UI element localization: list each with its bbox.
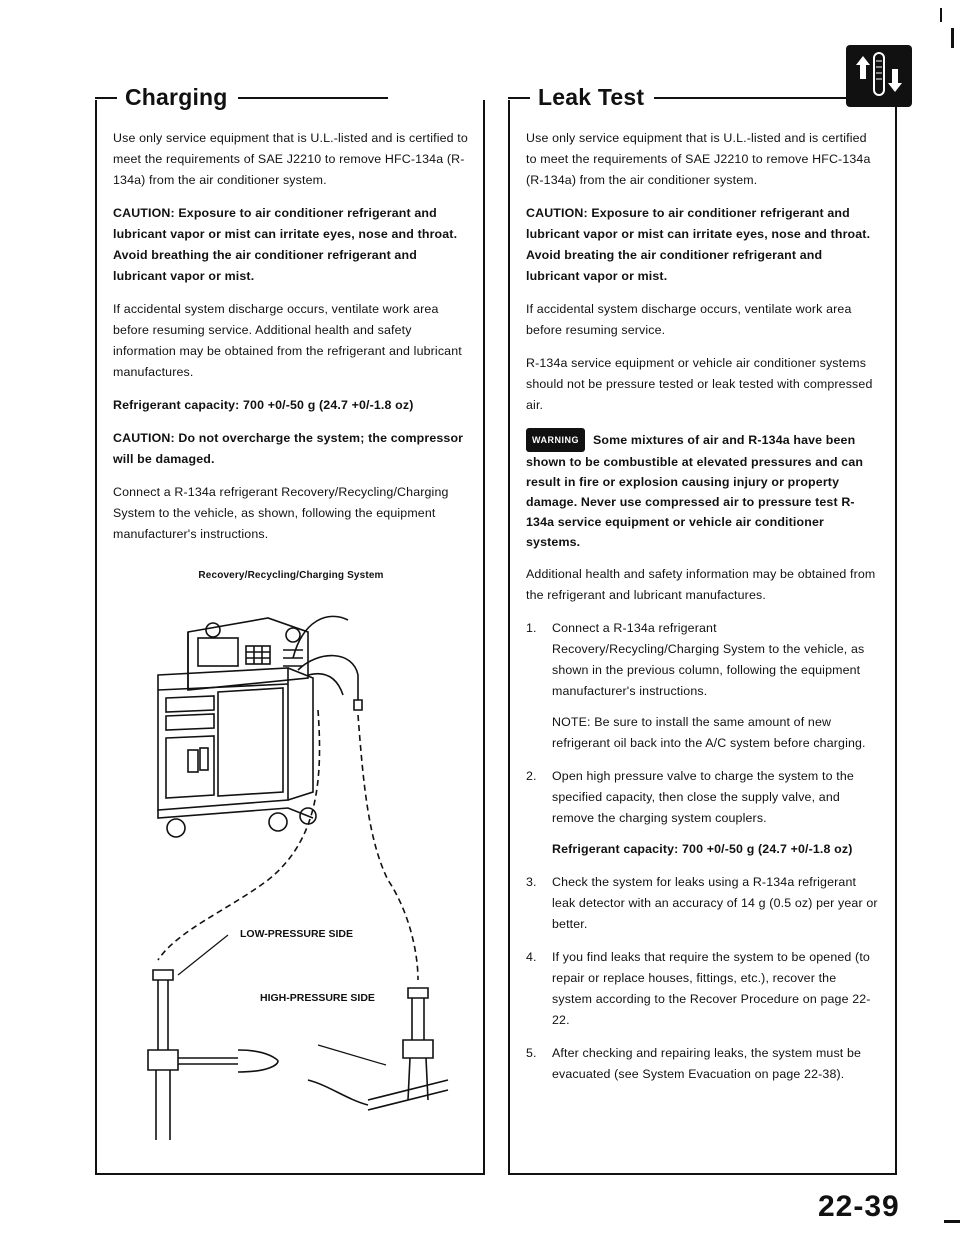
page-number: 22-39: [818, 1190, 900, 1223]
recovery-charging-figure: [118, 580, 468, 1160]
margin-tick: [951, 28, 954, 48]
leak-compressed-air-note: R-134a service equipment or vehicle air conditioner systems should not be pressure tested or leak tested with compressed air.: [526, 356, 873, 412]
margin-tick: [940, 8, 942, 22]
leak-intro: Use only service equipment that is U.L.-listed and is certified to meet the requirements of SAE J2210 to remove HFC-134a (R-134a) from the air conditioner system.: [526, 131, 871, 187]
step-capacity: Refrigerant capacity: 700 +0/-50 g (24.7 +0/-1.8 oz): [552, 842, 853, 856]
charging-capacity: Refrigerant capacity: 700 +0/-50 g (24.7 +0/-1.8 oz): [113, 398, 414, 412]
step-item: 1. Connect a R-134a refrigerant Recovery/Recycling/Charging System to the vehicle, as shown in the previous column, following the equipment manufacturer's instructions. NOTE: Be sure to install the same amount of new refrigerant oil back into the A/C system before charging.: [526, 618, 878, 754]
charging-content: [113, 128, 469, 586]
figure-caption: Recovery/Recycling/Charging System: [198, 570, 384, 581]
charging-caution-exposure: CAUTION: Exposure to air conditioner refrigerant and lubricant vapor or mist can irritate eyes, nose and throat. Avoid breathing the air conditioner refrigerant and lubricant vapor or mist.: [113, 206, 458, 283]
high-pressure-label: HIGH-PRESSURE SIDE: [260, 992, 375, 1004]
leak-warning: [526, 428, 878, 552]
warning-text: Some mixtures of air and R-134a have been shown to be combustible at elevated pressures and can result in fire or explosion causing injury or property damage. Never use compressed air to pressure test R-134a service equipment or vehicle air conditioner systems.: [526, 433, 864, 549]
step-item: 4. If you find leaks that require the system to be opened (to repair or replace houses, fittings, etc.), recover the system according to the Recover Procedure on page 22-22.: [526, 950, 871, 1027]
leak-test-steps: [526, 618, 878, 1085]
warning-badge: WARNING: [526, 428, 585, 452]
step-item: 2. Open high pressure valve to charge the system to the specified capacity, then close the supply valve, and remove the charging system couplers. Refrigerant capacity: 700 +0/-50 g (24.7 +0/-1.8 oz): [526, 766, 878, 860]
leak-health-info: Additional health and safety information may be obtained from the refrigerant and lubricant manufactures.: [526, 567, 876, 602]
charging-caution-overcharge: CAUTION: Do not overcharge the system; the compressor will be damaged.: [113, 431, 464, 466]
charging-heading: Charging: [95, 84, 485, 111]
charging-station-illustration: [118, 580, 468, 1160]
step-item: 5. After checking and repairing leaks, the system must be evacuated (see System Evacuation on page 22-38).: [526, 1046, 862, 1081]
step-item: 3. Check the system for leaks using a R-134a refrigerant leak detector with an accuracy of 14 g (0.5 oz) per year or better.: [526, 875, 878, 931]
charging-intro: Use only service equipment that is U.L.-listed and is certified to meet the requirements of SAE J2210 to remove HFC-134a (R-134a) from the air conditioner system.: [113, 131, 468, 187]
leak-discharge-note: If accidental system discharge occurs, ventilate work area before resuming service.: [526, 302, 852, 337]
margin-tick: [944, 1220, 960, 1223]
leak-caution: CAUTION: Exposure to air conditioner refrigerant and lubricant vapor or mist can irritate eyes, nose and throat. Avoid breating the air conditioner refrigerant and lubricant vapor or mist.: [526, 206, 871, 283]
leak-test-heading: Leak Test: [508, 84, 897, 111]
low-pressure-label: LOW-PRESSURE SIDE: [240, 928, 353, 940]
step-note: NOTE: Be sure to install the same amount of new refrigerant oil back into the A/C system before charging.: [552, 715, 866, 750]
leak-test-content: [526, 128, 878, 1097]
charging-connect-instruction: Connect a R-134a refrigerant Recovery/Recycling/Charging System to the vehicle, as shown, following the equipment manufacturer's instructions.: [113, 485, 449, 541]
charging-discharge-note: If accidental system discharge occurs, ventilate work area before resuming service. Additional health and safety information may be obtained from the refrigerant and lubricant manufactures.: [113, 302, 462, 379]
